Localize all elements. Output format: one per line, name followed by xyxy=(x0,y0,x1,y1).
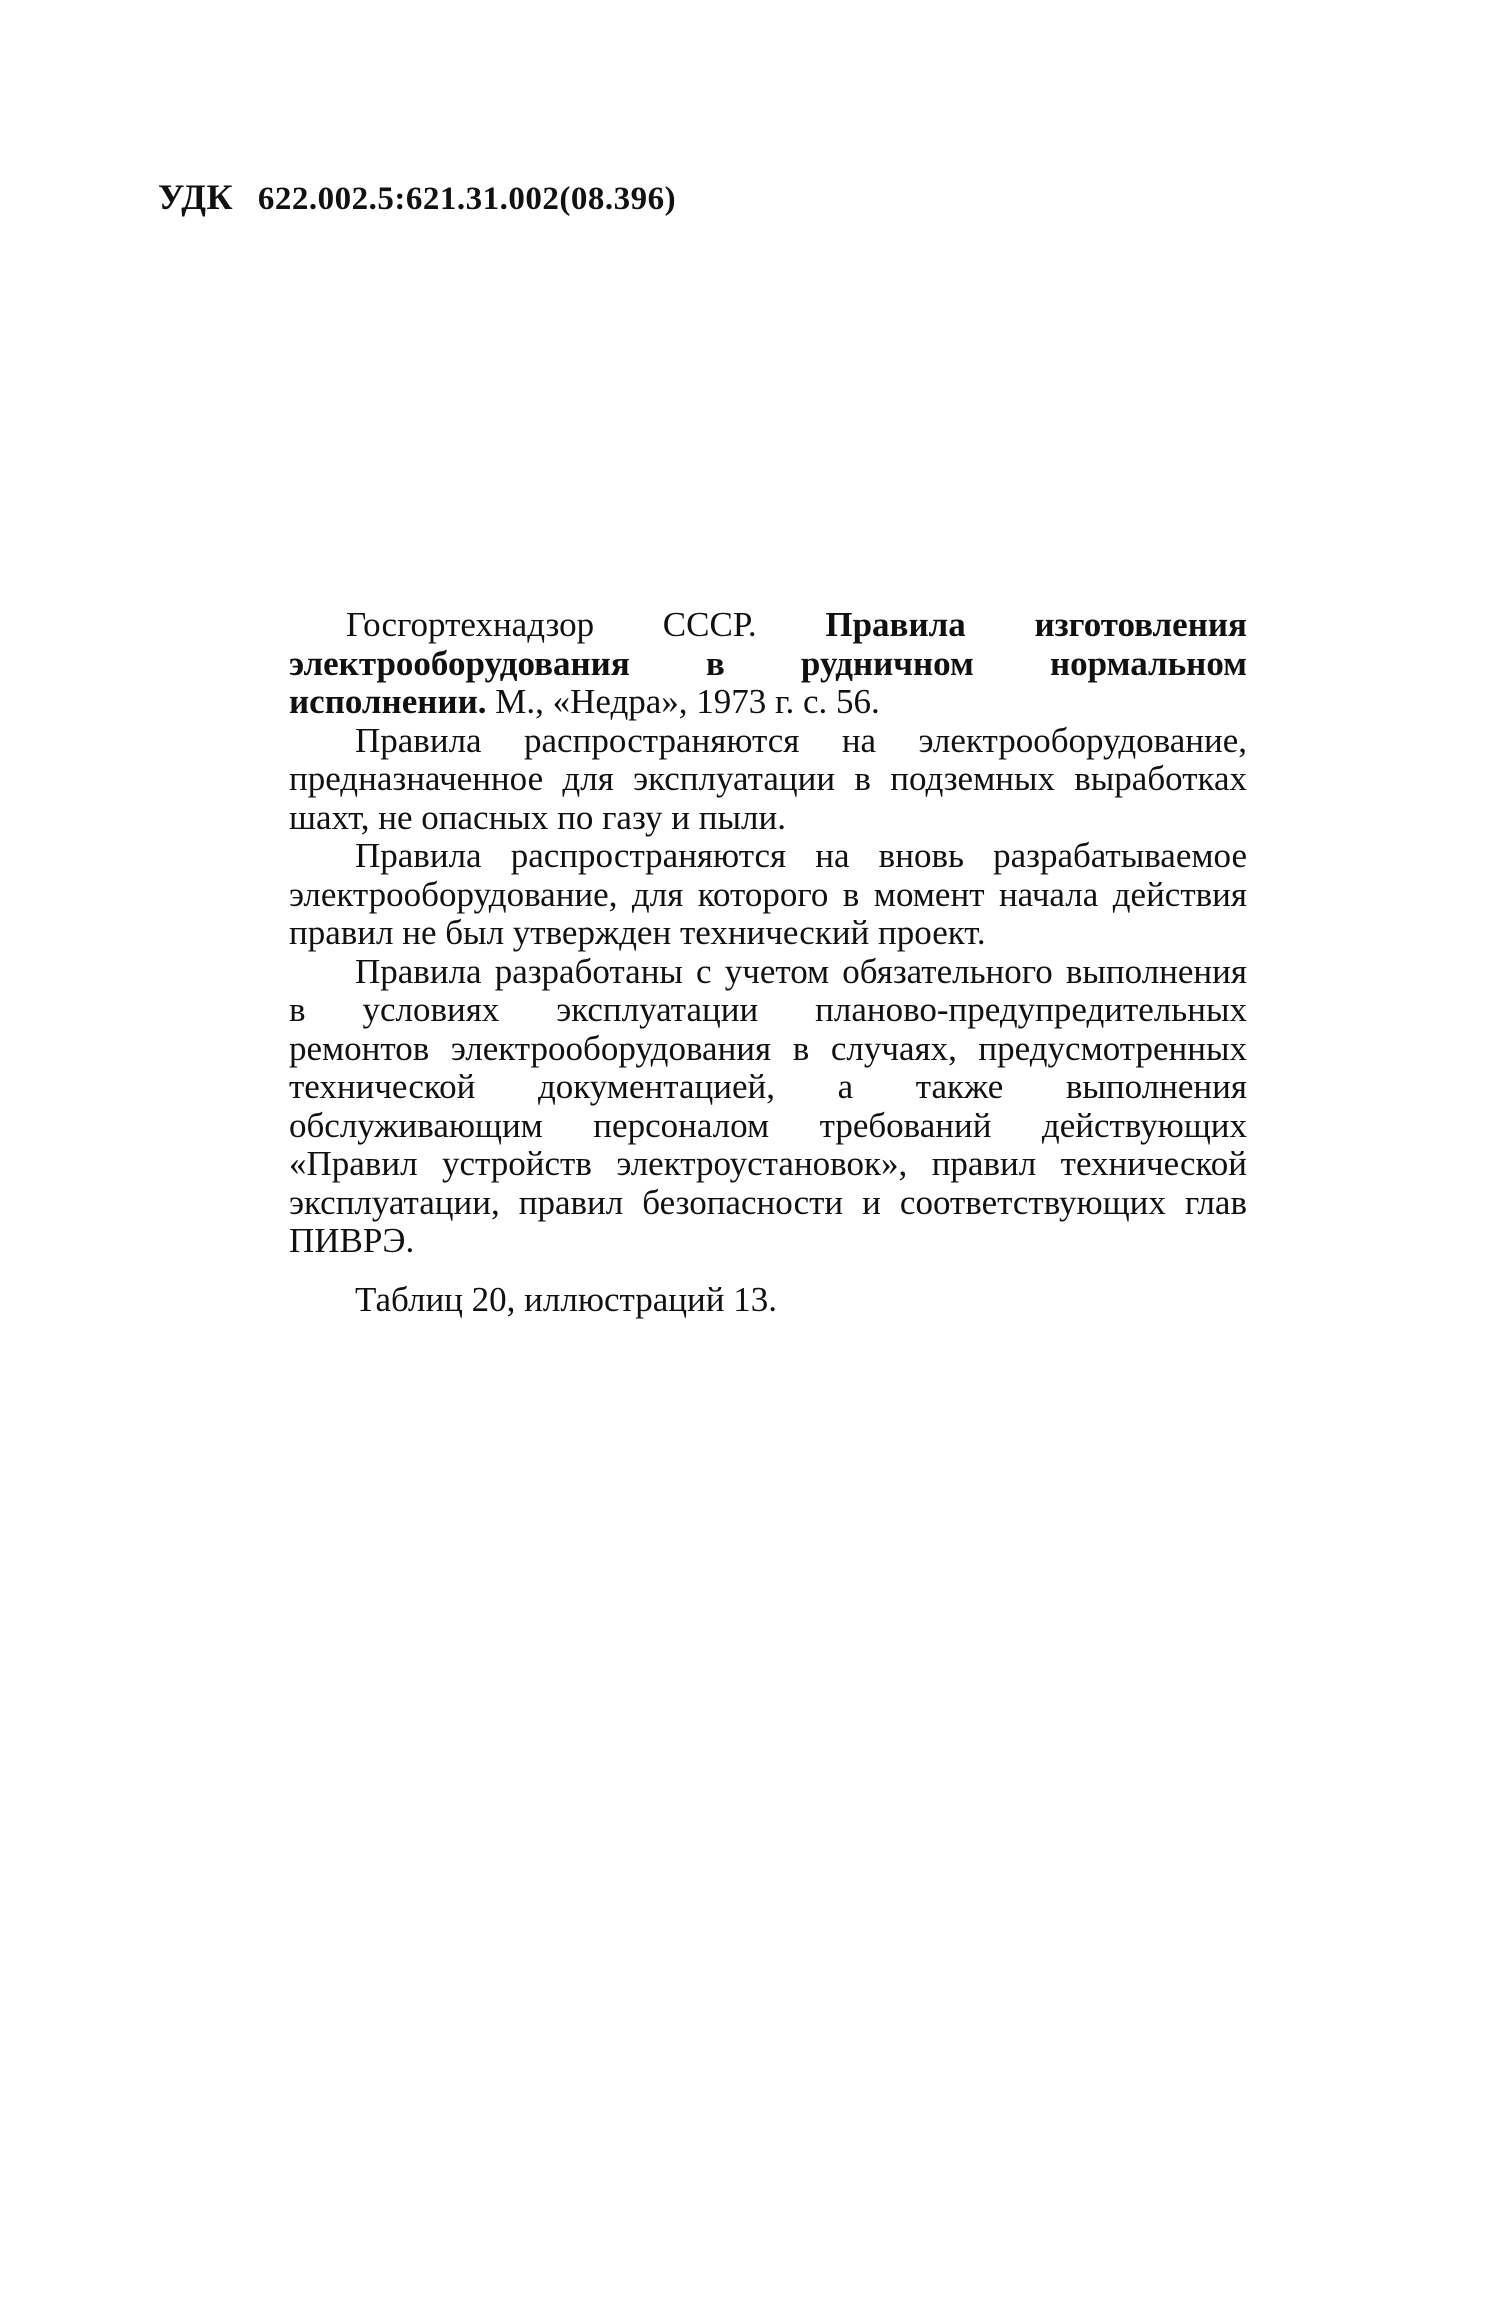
abstract-block xyxy=(289,606,1247,1319)
abstract-paragraph-new-equipment: Правила распространяются на вновь разрабатываемое электрооборудование, для которого в момент начала действия правил не был утвержден технический проект. xyxy=(289,836,1247,952)
udk-code: 622.002.5:621.31.002(08.396) xyxy=(257,181,677,217)
author-organization: Госгортехнадзор СССР. xyxy=(346,605,757,644)
document-title: Правила изготовления электрооборудования в рудничном нормальном исполнении. xyxy=(289,605,1247,721)
udk-line xyxy=(158,176,676,218)
abstract-paragraph-scope: Правила распространяются на электрооборудование, предназначенное для эксплуатации в подземных выработках шахт, не опасных по газу и пыли. xyxy=(289,720,1247,837)
imprint: М., «Недра», 1973 г. с. 56. xyxy=(495,682,880,721)
abstract-paragraph-conditions: Правила разработаны с учетом обязательного выполнения в условиях эксплуатации планово-предупредительных ремонтов электрооборудования в случаях, предусмотренных технической документацией, а также выполнения обслуживающим персоналом требований действующих «Правил устройств электроустановок», правил технической эксплуатации, правил безопасности и соответствующих глав ПИВРЭ. xyxy=(289,951,1247,1260)
tables-illustrations-count: Таблиц 20, иллюстраций 13. xyxy=(355,1279,777,1319)
udk-label: УДК xyxy=(158,177,234,217)
bibliographic-entry xyxy=(289,606,1247,722)
